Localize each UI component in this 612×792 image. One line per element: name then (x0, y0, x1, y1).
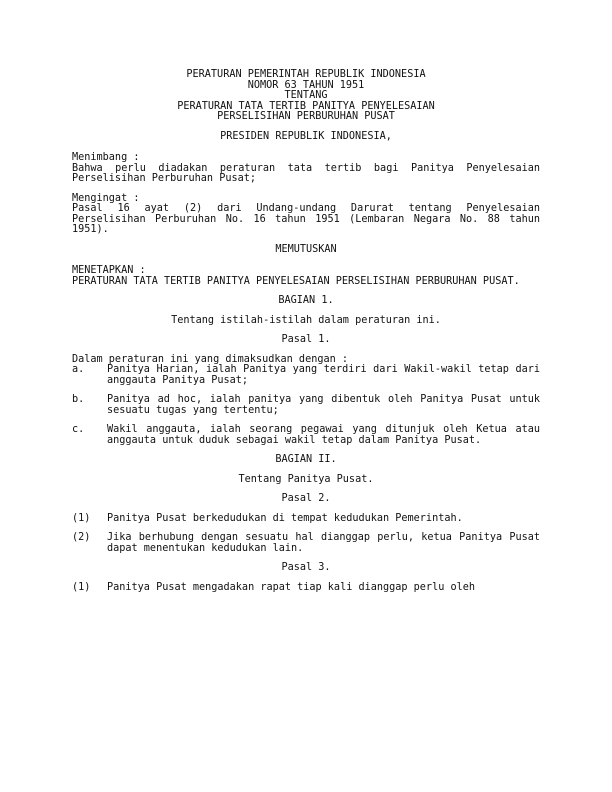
header-line-1: PERATURAN PEMERINTAH REPUBLIK INDONESIA (186, 69, 426, 80)
list-item (72, 514, 540, 525)
mengingat-text: Pasal 16 ayat (2) dari Undang-undang Darurat tentang Penyelesaian Perselisihan Perburuhan No. 16 tahun 1951 (Lembaran Negara No. 88 tahun 1951). (72, 203, 540, 235)
president-heading: PRESIDEN REPUBLIK INDONESIA, (220, 130, 392, 142)
list-item-number: a. (72, 364, 85, 375)
list-item-number: c. (72, 424, 85, 435)
pasal-1-heading: Pasal 1. (281, 334, 331, 345)
list-item (72, 395, 540, 416)
header-line-5: PERSELISIHAN PERBURUHAN PUSAT (217, 111, 395, 122)
mengingat-label: Mengingat : (72, 192, 140, 204)
menimbang-label: Menimbang : (72, 152, 140, 163)
header-line-3: TENTANG (284, 90, 328, 101)
list-item-text: Panitya Pusat berkedudukan di tempat kedudukan Pemerintah. (107, 512, 463, 524)
list-item-number: (1) (72, 512, 91, 524)
list-item-text: Jika berhubung dengan sesuatu hal dianggap perlu, ketua Panitya Pusat dapat menentukan kedudukan lain. (107, 532, 540, 554)
header-line-4: PERATURAN TATA TERTIB PANITYA PENYELESAIAN (177, 100, 435, 112)
list-item-text: Wakil anggauta, ialah seorang pegawai yang ditunjuk oleh Ketua atau anggauta untuk duduk sebagai wakil tetap dalam Panitya Pusat. (107, 424, 540, 446)
list-item-number: b. (72, 394, 85, 405)
menimbang-text: Bahwa perlu diadakan peraturan tata tertib bagi Panitya Penyelesaian Perselisihan Perburuhan Pusat; (72, 162, 540, 184)
bagian-2-subtitle: Tentang Panitya Pusat. (238, 473, 374, 485)
memutuskan-heading: MEMUTUSKAN (275, 243, 337, 255)
list-item-number: (2) (72, 532, 91, 543)
menetapkan-text: PERATURAN TATA TERTIB PANITYA PENYELESAIAN PERSELISIHAN PERBURUHAN PUSAT. (72, 275, 520, 287)
list-item-text: Panitya Pusat mengadakan rapat tiap kali dianggap perlu oleh (107, 581, 476, 593)
list-item (72, 533, 540, 554)
document-header (72, 70, 540, 123)
pasal-1-intro: Dalam peraturan ini yang dimaksudkan dengan : (72, 353, 349, 365)
list-item-text: Panitya ad hoc, ialah panitya yang dibentuk oleh Panitya Pusat untuk sesuatu tugas yang tertentu; (107, 394, 540, 416)
header-line-2: NOMOR 63 TAHUN 1951 (247, 79, 365, 91)
list-item (72, 583, 540, 594)
list-item-text: Panitya Harian, ialah Panitya yang terdiri dari Wakil-wakil tetap dari anggauta Panitya Pusat; (107, 364, 540, 386)
pasal-2-heading: Pasal 2. (281, 493, 331, 504)
list-item (72, 425, 540, 446)
bagian-2-title: BAGIAN II. (275, 454, 337, 465)
bagian-1-title: BAGIAN 1. (278, 295, 334, 306)
document-body (72, 70, 540, 593)
list-item-number: (1) (72, 581, 91, 593)
bagian-1-subtitle: Tentang istilah-istilah dalam peraturan ini. (171, 314, 441, 326)
pasal-3-heading: Pasal 3. (281, 562, 331, 573)
menetapkan-label: MENETAPKAN : (72, 265, 146, 276)
list-item (72, 365, 540, 386)
